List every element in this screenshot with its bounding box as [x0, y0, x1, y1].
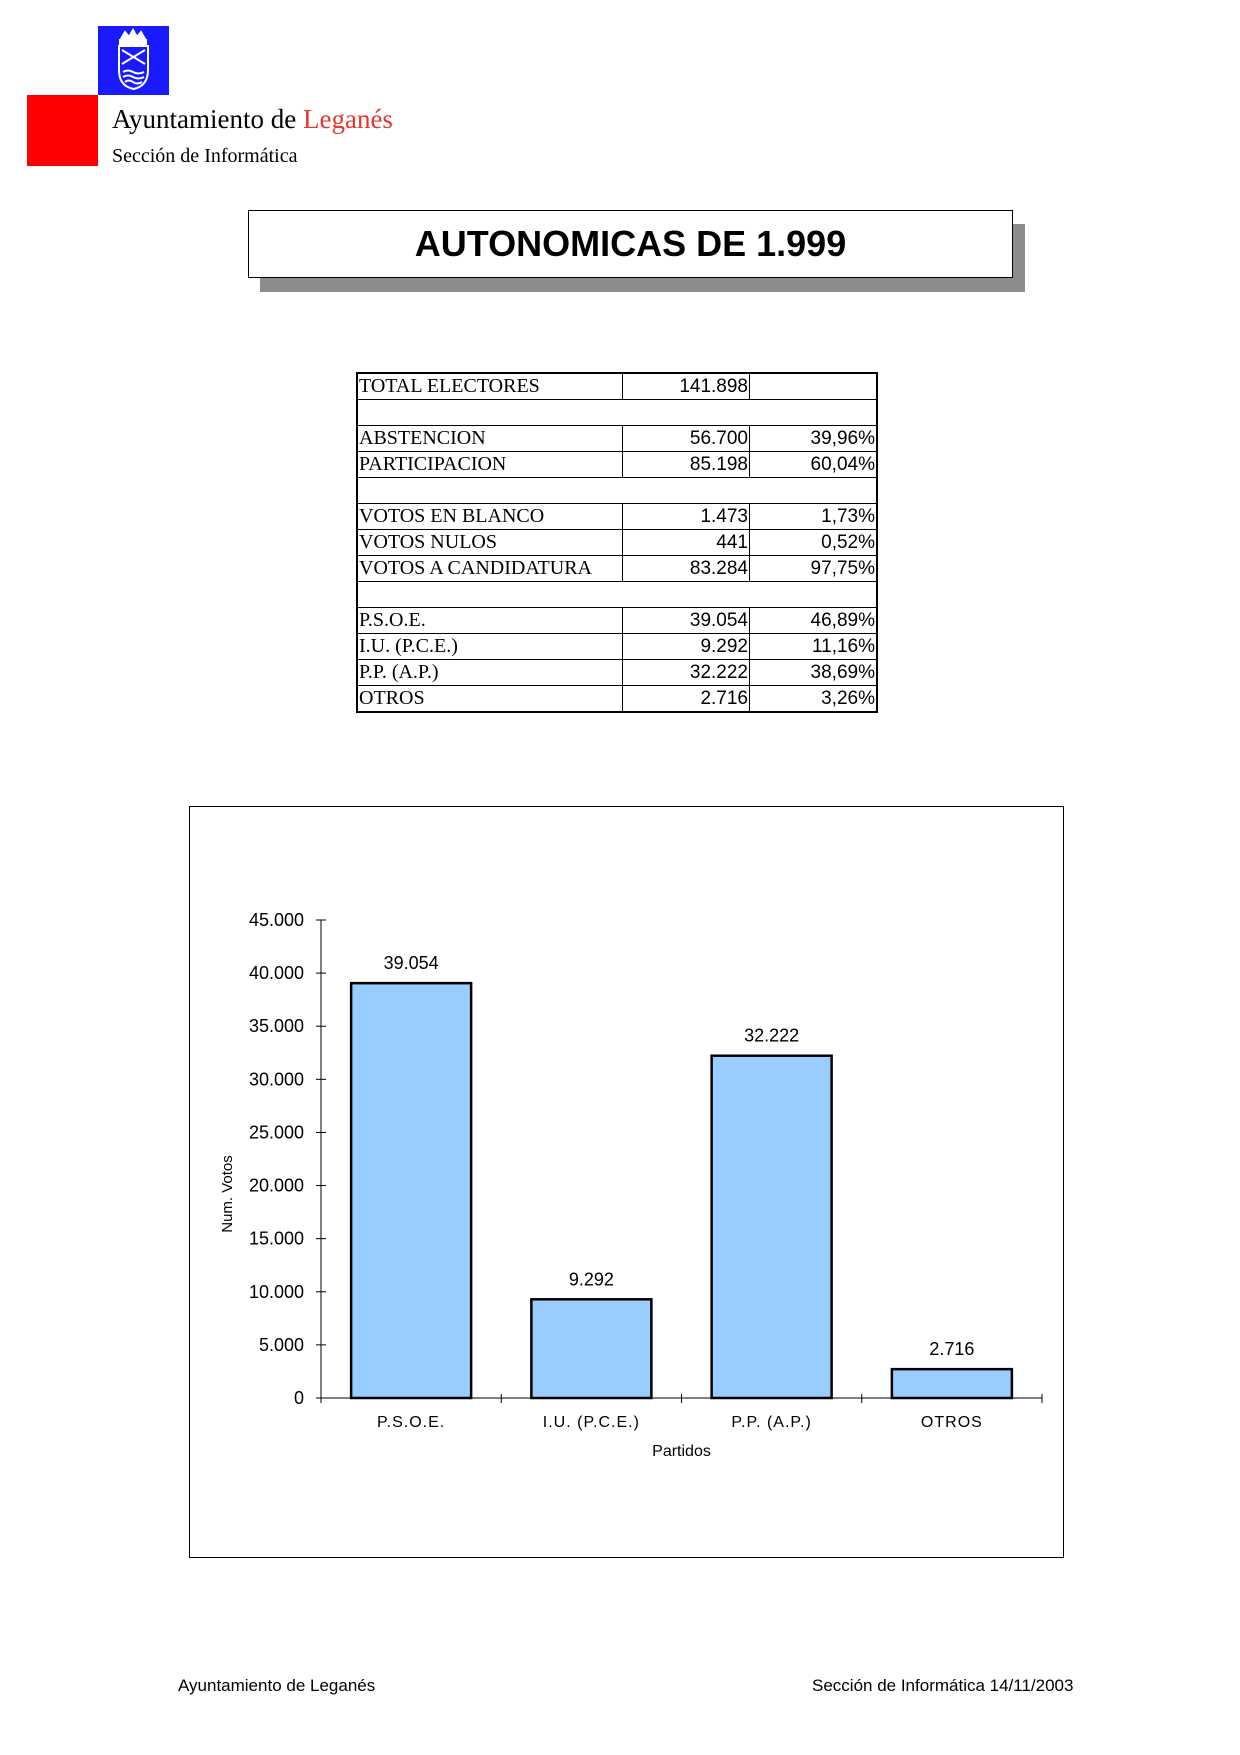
row-value: 9.292: [623, 634, 750, 660]
row-label: PARTICIPACION: [357, 452, 623, 478]
y-tick-label: 0: [293, 1388, 304, 1408]
coat-of-arms-logo: [98, 26, 169, 95]
row-percentage: 1,73%: [750, 504, 878, 530]
y-tick-label: 35.000: [248, 1016, 304, 1037]
row-label: ABSTENCION: [357, 426, 623, 452]
row-label: OTROS: [357, 686, 623, 713]
organization-section: Sección de Informática: [112, 145, 298, 167]
row-value: 2.716: [623, 686, 750, 713]
y-tick-label: 40.000: [248, 963, 304, 984]
x-category-label: I.U. (P.C.E.): [542, 1414, 640, 1431]
row-percentage: 3,26%: [750, 686, 878, 713]
table-row: [357, 660, 877, 686]
row-label: I.U. (P.C.E.): [357, 634, 623, 660]
table-row: [357, 452, 877, 478]
x-category-label: OTROS: [920, 1414, 983, 1431]
y-tick-label: 30.000: [248, 1069, 304, 1090]
organization-city: Leganés: [302, 104, 393, 134]
row-label: VOTOS EN BLANCO: [357, 504, 623, 530]
table-row: [357, 608, 877, 634]
table-row: [357, 504, 877, 530]
footer-organization: Ayuntamiento de Leganés: [178, 1676, 376, 1695]
row-value: 141.898: [623, 373, 750, 400]
logo-red-block: [27, 95, 98, 166]
table-row: [357, 686, 877, 713]
row-value: 83.284: [623, 556, 750, 582]
votes-chart: [189, 806, 1064, 1558]
y-tick-label: 10.000: [248, 1281, 304, 1302]
table-row: [357, 556, 877, 582]
row-percentage: 38,69%: [750, 660, 878, 686]
y-tick-label: 45.000: [248, 910, 304, 930]
x-axis-title: Partidos: [652, 1443, 711, 1460]
row-value: 85.198: [623, 452, 750, 478]
page-title: AUTONOMICAS DE 1.999: [248, 210, 1013, 278]
row-label: VOTOS A CANDIDATURA: [357, 556, 623, 582]
results-table: [356, 372, 878, 713]
table-row: [357, 373, 877, 400]
x-category-label: P.P. (A.P.): [731, 1414, 812, 1431]
table-row: [357, 530, 877, 556]
y-tick-label: 5.000: [258, 1334, 304, 1355]
y-tick-label: 25.000: [248, 1122, 304, 1143]
bar: [531, 1299, 651, 1398]
row-percentage: 39,96%: [750, 426, 878, 452]
x-category-label: P.S.O.E.: [377, 1414, 446, 1431]
footer-section-date: Sección de Informática 14/11/2003: [812, 1676, 1074, 1695]
bar-value-label: 39.054: [383, 953, 439, 974]
row-value: 1.473: [623, 504, 750, 530]
row-percentage: 46,89%: [750, 608, 878, 634]
bar: [892, 1369, 1012, 1398]
row-percentage: 0,52%: [750, 530, 878, 556]
table-row: [357, 634, 877, 660]
table-spacer-row: [357, 582, 877, 608]
bar: [712, 1056, 832, 1398]
row-value: 441: [623, 530, 750, 556]
bar: [351, 983, 471, 1398]
row-value: 32.222: [623, 660, 750, 686]
table-spacer-cell: [357, 478, 877, 504]
organization-prefix: Ayuntamiento de: [112, 104, 303, 134]
row-percentage: 97,75%: [750, 556, 878, 582]
row-label: P.P. (A.P.): [357, 660, 623, 686]
chart-svg: [190, 807, 1063, 1557]
row-label: VOTOS NULOS: [357, 530, 623, 556]
bar-value-label: 32.222: [744, 1025, 800, 1046]
table-row: [357, 426, 877, 452]
row-value: 56.700: [623, 426, 750, 452]
row-percentage: [750, 373, 878, 400]
table-spacer-row: [357, 478, 877, 504]
row-percentage: 60,04%: [750, 452, 878, 478]
y-tick-label: 15.000: [248, 1228, 304, 1249]
table-spacer-row: [357, 400, 877, 426]
bar-value-label: 9.292: [568, 1269, 614, 1290]
row-value: 39.054: [623, 608, 750, 634]
row-percentage: 11,16%: [750, 634, 878, 660]
table-spacer-cell: [357, 582, 877, 608]
bar-value-label: 2.716: [929, 1339, 975, 1360]
y-tick-label: 20.000: [248, 1175, 304, 1196]
table-spacer-cell: [357, 400, 877, 426]
row-label: P.S.O.E.: [357, 608, 623, 634]
organization-name: [112, 104, 393, 135]
y-axis-title: Num. Votos: [219, 1155, 236, 1233]
row-label: TOTAL ELECTORES: [357, 373, 623, 400]
